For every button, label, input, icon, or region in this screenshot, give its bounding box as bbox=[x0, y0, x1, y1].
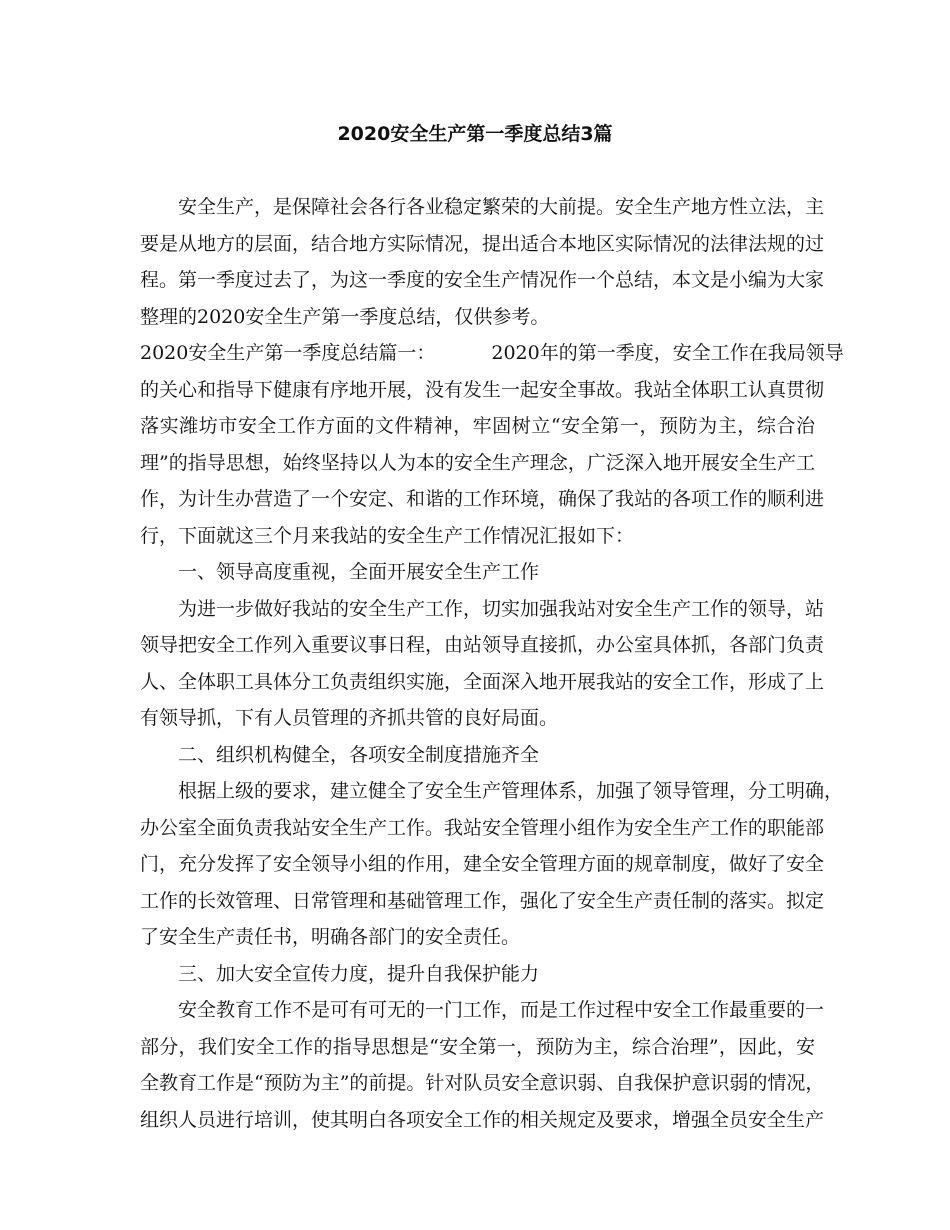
paragraph-line: 了安全生产责任书，明确各部门的安全责任。 bbox=[140, 926, 521, 948]
paragraph-line: 安全生产，是保障社会各行各业稳定繁荣的大前提。安全生产地方性立法，主 bbox=[178, 196, 825, 218]
paragraph-line: 行，下面就这三个月来我站的安全生产工作情况汇报如下： bbox=[140, 525, 635, 547]
paragraph-line: 全教育工作是“预防为主”的前提。针对队员安全意识弱、自我保护意识弱的情况， bbox=[140, 1072, 825, 1094]
paragraph-line: 部分，我们安全工作的指导思想是“安全第一，预防为主，综合治理”，因此，安 bbox=[140, 1036, 815, 1058]
paragraph-line: 的关心和指导下健康有序地开展，没有发生一起安全事故。我站全体职工认真贯彻 bbox=[140, 379, 825, 401]
paragraph-line: 要是从地方的层面，结合地方实际情况，提出适合本地区实际情况的法律法规的过 bbox=[140, 233, 825, 255]
paragraph-text: 2020年的第一季度，安全工作在我局领导 bbox=[491, 342, 844, 364]
paragraph-line: 有领导抓，下有人员管理的齐抓共管的良好局面。 bbox=[140, 707, 559, 729]
paragraph-line: 整理的2020安全生产第一季度总结，仅供参考。 bbox=[140, 306, 550, 328]
section-heading-line bbox=[140, 341, 844, 365]
paragraph-line: 安全教育工作不是可有可无的一门工作，而是工作过程中安全工作最重要的一 bbox=[178, 999, 825, 1021]
paragraph-line: 作，为计生办营造了一个安定、和谐的工作环境，确保了我站的各项工作的顺利进 bbox=[140, 488, 825, 510]
paragraph-line: 领导把安全工作列入重要议事日程，由站领导直接抓，办公室具体抓，各部门负责 bbox=[140, 634, 825, 656]
paragraph-line: 办公室全面负责我站安全生产工作。我站安全管理小组作为安全生产工作的职能部 bbox=[140, 817, 825, 839]
paragraph-line: 组织人员进行培训，使其明白各项安全工作的相关规定及要求，增强全员安全生产 bbox=[140, 1109, 825, 1131]
section-heading: 二、组织机构健全，各项安全制度措施齐全 bbox=[178, 744, 540, 766]
paragraph-line: 门，充分发挥了安全领导小组的作用，建全安全管理方面的规章制度，做好了安全 bbox=[140, 853, 825, 875]
document-title: 2020安全生产第一季度总结3篇 bbox=[337, 123, 613, 145]
paragraph-line: 工作的长效管理、日常管理和基础管理工作，强化了安全生产责任制的落实。拟定 bbox=[140, 890, 825, 912]
paragraph-line: 程。第一季度过去了，为这一季度的安全生产情况作一个总结，本文是小编为大家 bbox=[140, 269, 825, 291]
paragraph-line: 根据上级的要求，建立健全了安全生产管理体系，加强了领导管理，分工明确， bbox=[178, 780, 844, 802]
paragraph-line: 人、全体职工具体分工负责组织实施，全面深入地开展我站的安全工作，形成了上 bbox=[140, 671, 825, 693]
section-heading: 2020安全生产第一季度总结篇一： bbox=[140, 342, 436, 364]
section-heading: 三、加大安全宣传力度，提升自我保护能力 bbox=[178, 963, 540, 985]
section-heading: 一、领导高度重视，全面开展安全生产工作 bbox=[178, 561, 540, 583]
paragraph-line: 理”的指导思想，始终坚持以人为本的安全生产理念，广泛深入地开展安全生产工 bbox=[140, 452, 815, 474]
paragraph-line: 为进一步做好我站的安全生产工作，切实加强我站对安全生产工作的领导，站 bbox=[178, 598, 825, 620]
paragraph-line: 落实潍坊市安全工作方面的文件精神，牢固树立“安全第一，预防为主，综合治 bbox=[140, 415, 815, 437]
